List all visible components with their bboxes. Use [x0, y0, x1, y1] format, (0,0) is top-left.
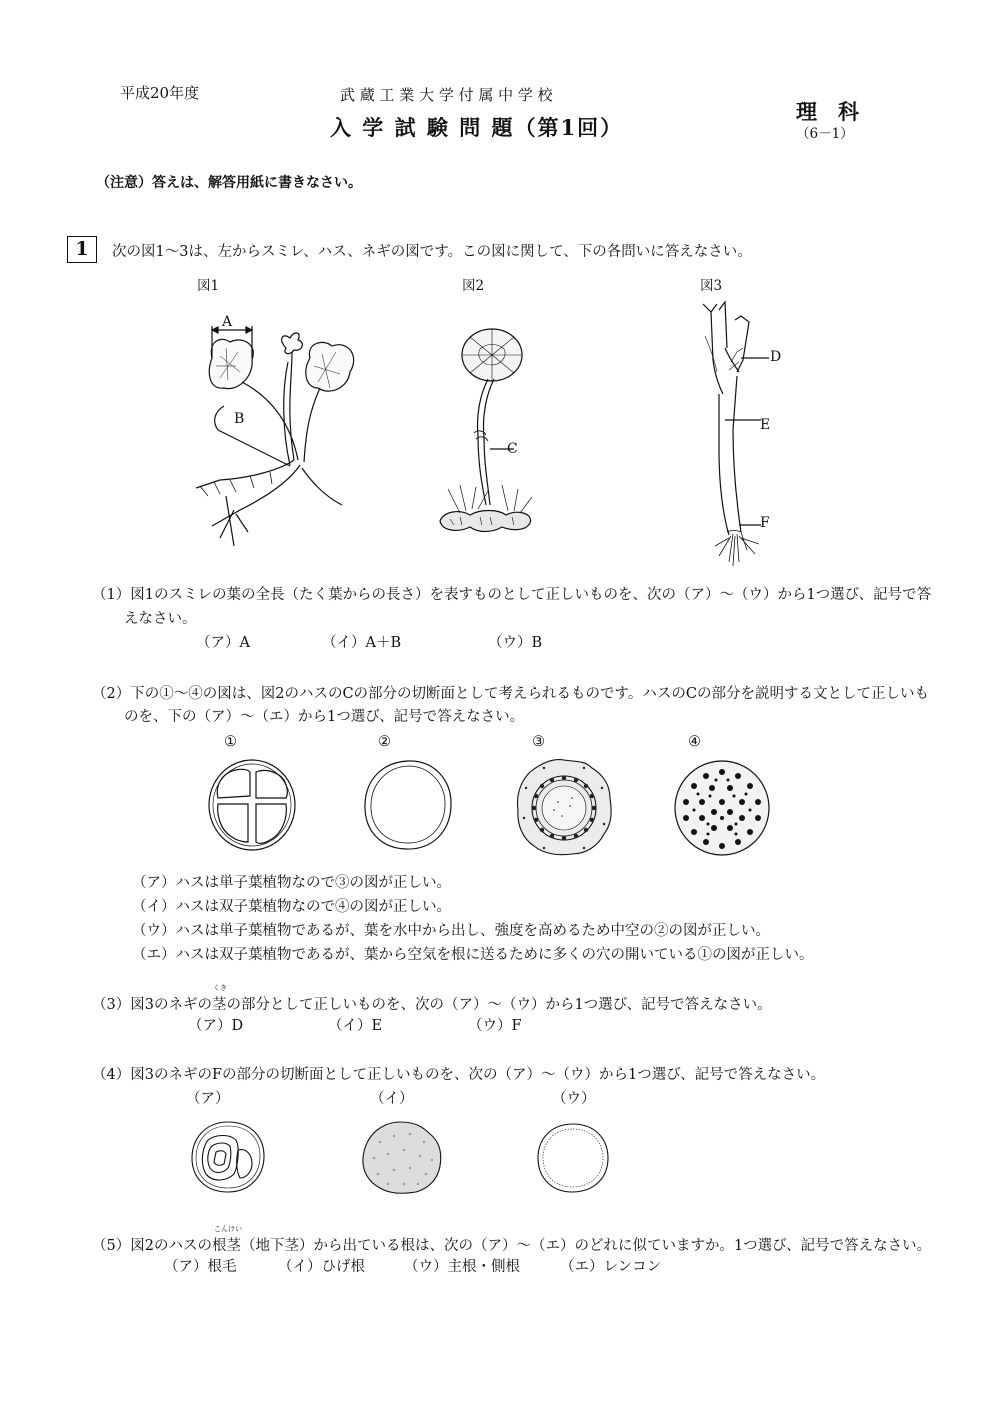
q2-diagram-label-1: ①: [224, 734, 237, 750]
q4-diagram-label-u: （ウ）: [552, 1091, 596, 1107]
q3-text-post: の部分として正しいものを、次の（ア）～（ウ）から1つ選び、記号で答えなさい。: [226, 997, 772, 1013]
figure1-violet-illustration: [190, 300, 360, 555]
figure3-label-f: F: [760, 515, 770, 531]
q2-diagram-label-4: ④: [688, 734, 701, 750]
onion-section-i: [360, 1120, 444, 1194]
q5-choice-a: （ア）根毛: [164, 1259, 237, 1275]
cross-section-4: [672, 758, 772, 858]
q3-choice-a: （ア）D: [188, 1018, 244, 1034]
figure3-title: 図3: [700, 278, 723, 294]
q2-diagram-label-2: ②: [378, 734, 391, 750]
q5-text-pre: （5）図2のハスの: [92, 1238, 212, 1254]
q3-text: [92, 984, 772, 1016]
exam-title: 入 学 試 験 問 題（第1回）: [330, 115, 624, 140]
q3-choice-i: （イ）E: [328, 1018, 383, 1034]
page-number: （6－1）: [796, 126, 854, 142]
school-name: 武 蔵 工 業 大 学 付 属 中 学 校: [340, 86, 553, 104]
cross-section-1: [206, 758, 298, 853]
q3-choice-u: （ウ）F: [468, 1018, 522, 1034]
figure1-label-a: A: [222, 314, 233, 330]
q5-kanji-with-ruby: [211, 1225, 242, 1257]
q1-text-line2: えなさい。: [124, 611, 197, 627]
q1-choice-i: （イ）A＋B: [322, 635, 402, 651]
q1-choice-u: （ウ）B: [488, 635, 543, 651]
q1-text-line1: （1）図1のスミレの葉の全長（たく葉からの長さ）を表すものとして正しいものを、次の（ア）～（ウ）から1つ選び、記号で答: [92, 587, 932, 603]
q2-text-line1: （2）下の①～④の図は、図2のハスのCの部分の切断面として考えられるものです。ハスのCの部分を説明する文として正しいも: [92, 686, 929, 702]
q2-choice-e: （エ）ハスは双子葉植物であるが、葉から空気を根に送るために多くの穴の開いている①の図が正しい。: [132, 947, 814, 963]
q2-choice-u: （ウ）ハスは単子葉植物であるが、葉を水中から出し、強度を高めるため中空の②の図が正しい。: [132, 923, 770, 939]
onion-section-a: [190, 1120, 266, 1194]
q2-choice-i: （イ）ハスは双子葉植物なので④の図が正しい。: [132, 899, 451, 915]
figure1-label-b: B: [234, 411, 245, 427]
q3-text-pre: （3）図3のネギの: [92, 997, 212, 1013]
section-number-box: 1: [67, 236, 97, 263]
figure1-title: 図1: [197, 278, 220, 294]
q3-ruby: くき: [212, 984, 227, 992]
q5-choice-e: （エ）レンコン: [560, 1259, 662, 1275]
q2-text-line2: のを、下の（ア）～（エ）から1つ選び、記号で答えなさい。: [124, 709, 525, 725]
notice-text: （注意）答えは、解答用紙に書きなさい。: [96, 175, 362, 191]
figure2-lotus-illustration: [430, 325, 540, 540]
q5-text-post: （地下茎）から出ている根は、次の（ア）～（エ）のどれに似ていますか。1つ選び、記号で答えなさい。: [240, 1238, 932, 1254]
subject-title: 理 科: [796, 99, 859, 124]
q5-kanji: 根茎: [211, 1238, 241, 1254]
q5-text: [92, 1225, 932, 1257]
figure2-title: 図2: [462, 278, 485, 294]
figure3-label-d: D: [770, 349, 782, 365]
q5-choice-u: （ウ）主根・側根: [404, 1259, 520, 1275]
q2-diagram-label-3: ③: [532, 734, 545, 750]
q4-text: （4）図3のネギのFの部分の切断面として正しいものを、次の（ア）～（ウ）から1つ選び、記号で答えなさい。: [92, 1067, 826, 1083]
q2-choice-a: （ア）ハスは単子葉植物なので③の図が正しい。: [132, 875, 451, 891]
exam-year: 平成20年度: [120, 84, 200, 102]
figure2-label-c: C: [507, 441, 518, 457]
q5-choice-i: （イ）ひげ根: [278, 1259, 365, 1275]
q4-diagram-label-i: （イ）: [370, 1091, 414, 1107]
figure3-label-e: E: [760, 417, 771, 433]
q3-kanji-with-ruby: [211, 984, 227, 1016]
cross-section-2: [362, 758, 454, 853]
q1-choice-a: （ア）A: [196, 635, 250, 651]
cross-section-3: [514, 758, 614, 858]
q4-diagram-label-a: （ア）: [186, 1091, 230, 1107]
q3-kanji: 茎: [211, 997, 227, 1013]
onion-section-u: [536, 1122, 610, 1194]
section-intro: 次の図1～3は、左からスミレ、ハス、ネギの図です。この図に関して、下の各問いに答えなさい。: [112, 244, 752, 260]
q5-ruby: こんけい: [213, 1225, 242, 1233]
